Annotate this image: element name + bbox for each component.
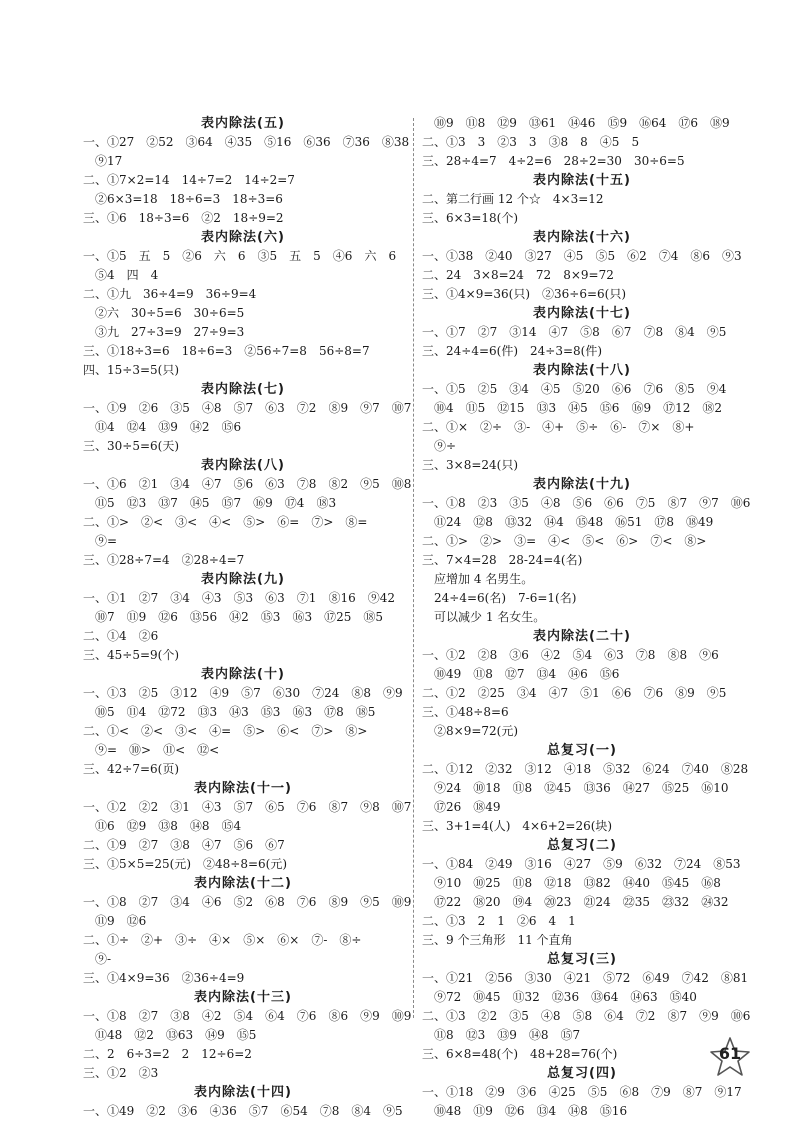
answer-line: ⑩5 ⑪4 ⑫72 ⑬3 ⑭3 ⑮3 ⑯3 ⑰8 ⑱5 [83, 705, 376, 719]
answer-section [422, 304, 742, 361]
answer-section [83, 456, 412, 570]
answer-section [83, 380, 412, 456]
answer-line: 三、①6 18÷3=6 ②2 18÷9=2 [83, 211, 284, 225]
answer-line: 一、①21 ②56 ③30 ④21 ⑤72 ⑥49 ⑦42 ⑧81 [422, 971, 749, 985]
answer-line: 二、①9 ②7 ③8 ④7 ⑤6 ⑥7 [83, 838, 285, 852]
column-divider [413, 118, 414, 1018]
answer-line: ⑪24 ⑫8 ⑬32 ⑭4 ⑮48 ⑯51 ⑰8 ⑱49 [422, 515, 714, 529]
answer-line: 一、①49 ②2 ③6 ④36 ⑤7 ⑥54 ⑦8 ⑧4 ⑨5 [83, 1104, 403, 1118]
right-column [422, 114, 751, 1121]
answer-section [83, 1083, 403, 1121]
section-title: 表内除法(十四) [194, 1085, 292, 1100]
answer-line: ⑤4 四 4 [83, 268, 159, 282]
answer-line: 一、①18 ②9 ③6 ④25 ⑤5 ⑥8 ⑦9 ⑧7 ⑨17 [422, 1085, 742, 1099]
answer-line: 一、①6 ②1 ③4 ④7 ⑤6 ⑥3 ⑦8 ⑧2 ⑨5 ⑩8 [83, 477, 412, 491]
answer-section [422, 171, 742, 228]
answer-line: 三、6×3=18(个) [422, 211, 519, 225]
answer-line: 一、①27 ②52 ③64 ④35 ⑤16 ⑥36 ⑦36 ⑧38 [83, 135, 410, 149]
answer-line: 二、24 3×8=24 72 8×9=72 [422, 268, 614, 282]
answer-line: 三、30÷5=6(天) [83, 439, 180, 453]
answer-line: ⑨10 ⑩25 ⑪8 ⑫18 ⑬82 ⑭40 ⑮45 ⑯8 [422, 876, 721, 890]
answer-line: 三、①48÷8=6 [422, 705, 509, 719]
section-title: 表内除法(十九) [533, 477, 631, 492]
answer-line: ⑩7 ⑪9 ⑫6 ⑬56 ⑭2 ⑮3 ⑯3 ⑰25 ⑱5 [83, 610, 383, 624]
answer-line: ⑨72 ⑩45 ⑪32 ⑫36 ⑬64 ⑭63 ⑮40 [422, 990, 697, 1004]
answer-line: 二、①3 ②2 ③5 ④8 ⑤8 ⑥4 ⑦2 ⑧7 ⑨9 ⑩6 [422, 1009, 751, 1023]
answer-line: 三、①2 ②3 [83, 1066, 159, 1080]
answer-line: 三、6×8=48(个) 48+28=76(个) [422, 1047, 618, 1061]
answer-line: 应增加 4 名男生。 [422, 572, 534, 586]
section-title: 表内除法(十三) [194, 990, 292, 1005]
answer-section [422, 950, 751, 1064]
answer-section [83, 114, 410, 228]
answer-line: 一、①1 ②7 ③4 ④3 ⑤3 ⑥3 ⑦1 ⑧16 ⑨42 [83, 591, 395, 605]
answer-line: ⑪4 ⑫4 ⑬9 ⑭2 ⑮6 [83, 420, 242, 434]
section-title: 总复习(一) [547, 743, 617, 758]
page-number: 61 [718, 1044, 742, 1063]
answer-line: ②6×3=18 18÷6=3 18÷3=6 [83, 192, 283, 206]
answer-line: 二、①< ②< ③< ④= ⑤> ⑥< ⑦> ⑧> [83, 724, 368, 738]
answer-line: 二、①3 3 ②3 3 ③8 8 ④5 5 [422, 135, 640, 149]
answer-line: 三、3+1=4(人) 4×6+2=26(块) [422, 819, 613, 833]
answer-line: ⑨- [83, 952, 112, 966]
answer-section [83, 988, 412, 1083]
answer-line: 三、9 个三角形 11 个直角 [422, 933, 573, 947]
answer-line: ⑰26 ⑱49 [422, 800, 501, 814]
answer-section [83, 874, 412, 988]
answer-line: 一、①8 ②3 ③5 ④8 ⑤6 ⑥6 ⑦5 ⑧7 ⑨7 ⑩6 [422, 496, 751, 510]
answer-line: ⑨÷ [422, 439, 457, 453]
answer-section [422, 741, 749, 836]
answer-section [83, 570, 403, 665]
answer-line: ⑪5 ⑫3 ⑬7 ⑭5 ⑮7 ⑯9 ⑰4 ⑱3 [83, 496, 337, 510]
answer-line: 二、①÷ ②+ ③÷ ④× ⑤× ⑥× ⑦- ⑧÷ [83, 933, 362, 947]
section-title: 表内除法(十六) [533, 230, 631, 245]
answer-line: 一、①5 ②5 ③4 ④5 ⑤20 ⑥6 ⑦6 ⑧5 ⑨4 [422, 382, 727, 396]
answer-line: ⑪48 ⑫2 ⑬63 ⑭9 ⑮5 [83, 1028, 257, 1042]
answer-line: 三、24÷4=6(件) 24÷3=8(件) [422, 344, 603, 358]
answer-line: 一、①7 ②7 ③14 ④7 ⑤8 ⑥7 ⑦8 ⑧4 ⑨5 [422, 325, 727, 339]
page-number-badge [708, 1036, 752, 1080]
answer-line: 二、①> ②> ③= ④< ⑤< ⑥> ⑦< ⑧> [422, 534, 707, 548]
answer-line: ③九 27÷3=9 27÷9=3 [83, 325, 245, 339]
section-title: 表内除法(十八) [533, 363, 631, 378]
answer-line: 可以减少 1 名女生。 [422, 610, 546, 624]
section-title: 表内除法(九) [201, 572, 285, 587]
answer-line: ⑪6 ⑫9 ⑬8 ⑭8 ⑮4 [83, 819, 242, 833]
answer-line: ⑩48 ⑪9 ⑫6 ⑬4 ⑭8 ⑮16 [422, 1104, 628, 1118]
answer-line: ⑪9 ⑫6 [83, 914, 147, 928]
section-title: 表内除法(十一) [194, 781, 292, 796]
answer-section [422, 475, 751, 627]
answer-line: 三、45÷5=9(个) [83, 648, 180, 662]
answer-line: 三、①4×9=36 ②36÷4=9 [83, 971, 245, 985]
section-title: 表内除法(七) [201, 382, 285, 397]
continued-section [422, 114, 742, 171]
section-title: 表内除法(八) [201, 458, 285, 473]
answer-section [422, 361, 742, 475]
section-title: 总复习(四) [547, 1066, 617, 1081]
answer-line: 一、①38 ②40 ③27 ④5 ⑤5 ⑥2 ⑦4 ⑧6 ⑨3 [422, 249, 742, 263]
answer-section [83, 228, 403, 380]
left-column [83, 114, 412, 1121]
section-title: 总复习(三) [547, 952, 617, 967]
answer-line: 二、①> ②< ③< ④< ⑤> ⑥= ⑦> ⑧= [83, 515, 368, 529]
answer-line: 一、①8 ②7 ③4 ④6 ⑤2 ⑥8 ⑦6 ⑧9 ⑨5 ⑩9 [83, 895, 412, 909]
answer-line: 二、①九 36÷4=9 36÷9=4 [83, 287, 257, 301]
answer-line: 二、第二行画 12 个☆ 4×3=12 [422, 192, 604, 206]
answer-line: 二、①2 ②25 ③4 ④7 ⑤1 ⑥6 ⑦6 ⑧9 ⑨5 [422, 686, 727, 700]
answer-line: 三、①4×9=36(只) ②36÷6=6(只) [422, 287, 627, 301]
answer-line: 三、42÷7=6(页) [83, 762, 180, 776]
answer-line: 二、①4 ②6 [83, 629, 159, 643]
answer-line: 二、①7×2=14 14÷7=2 14÷2=7 [83, 173, 295, 187]
answer-line: 三、7×4=28 28-24=4(名) [422, 553, 583, 567]
answer-line: ②8×9=72(元) [422, 724, 519, 738]
answer-line: 一、①2 ②2 ③1 ④3 ⑤7 ⑥5 ⑦6 ⑧7 ⑨8 ⑩7 [83, 800, 412, 814]
answer-line: 三、①28÷7=4 ②28÷4=7 [83, 553, 245, 567]
answer-section [83, 779, 412, 874]
answer-line: ⑨17 [83, 154, 123, 168]
section-title: 表内除法(五) [201, 116, 285, 131]
answer-line: 三、①5×5=25(元) ②48÷8=6(元) [83, 857, 288, 871]
answer-section [422, 228, 742, 304]
answer-line: ⑨= ⑩> ⑪< ⑫< [83, 743, 220, 757]
answer-line: ⑰22 ⑱20 ⑲4 ⑳23 ㉑24 ㉒35 ㉓32 ㉔32 [422, 895, 729, 909]
section-title: 表内除法(十) [201, 667, 285, 682]
answer-line: 一、①3 ②5 ③12 ④9 ⑤7 ⑥30 ⑦24 ⑧8 ⑨9 [83, 686, 403, 700]
answer-line: ⑩49 ⑪8 ⑫7 ⑬4 ⑭6 ⑮6 [422, 667, 620, 681]
answer-line: 四、15÷3=5(只) [83, 363, 180, 377]
answer-line: ⑪8 ⑫3 ⑬9 ⑭8 ⑮7 [422, 1028, 581, 1042]
answer-line: 二、①12 ②32 ③12 ④18 ⑤32 ⑥24 ⑦40 ⑧28 [422, 762, 749, 776]
answer-section [422, 836, 742, 950]
section-title: 表内除法(十五) [533, 173, 631, 188]
section-title: 表内除法(六) [201, 230, 285, 245]
section-title: 表内除法(十二) [194, 876, 292, 891]
answer-line: 三、3×8=24(只) [422, 458, 519, 472]
answer-line: 二、①3 2 1 ②6 4 1 [422, 914, 576, 928]
section-title: 表内除法(十七) [533, 306, 631, 321]
answer-line: ②六 30÷5=6 30÷6=5 [83, 306, 245, 320]
answer-line: 一、①5 五 5 ②6 六 6 ③5 五 5 ④6 六 6 [83, 249, 397, 263]
section-title: 表内除法(二十) [533, 629, 631, 644]
answer-line: ⑨24 ⑩18 ⑪8 ⑫45 ⑬36 ⑭27 ⑮25 ⑯10 [422, 781, 729, 795]
answer-section [422, 627, 742, 741]
answer-line: 一、①8 ②7 ③8 ④2 ⑤4 ⑥4 ⑦6 ⑧6 ⑨9 ⑩9 [83, 1009, 412, 1023]
answer-line: 二、①× ②÷ ③- ④+ ⑤÷ ⑥- ⑦× ⑧+ [422, 420, 695, 434]
answer-line: 一、①84 ②49 ③16 ④27 ⑤9 ⑥32 ⑦24 ⑧53 [422, 857, 741, 871]
answer-line: 一、①9 ②6 ③5 ④8 ⑤7 ⑥3 ⑦2 ⑧9 ⑨7 ⑩7 [83, 401, 412, 415]
answer-line: ⑩9 ⑪8 ⑫9 ⑬61 ⑭46 ⑮9 ⑯64 ⑰6 ⑱9 [422, 116, 730, 130]
answer-line: 一、①2 ②8 ③6 ④2 ⑤4 ⑥3 ⑦8 ⑧8 ⑨6 [422, 648, 719, 662]
answer-line: 三、①18÷3=6 18÷6=3 ②56÷7=8 56÷8=7 [83, 344, 370, 358]
answer-line: ⑩4 ⑪5 ⑫15 ⑬3 ⑭5 ⑮6 ⑯9 ⑰12 ⑱2 [422, 401, 722, 415]
answer-line: 三、28÷4=7 4÷2=6 28÷2=30 30÷6=5 [422, 154, 685, 168]
answer-line: 24÷4=6(名) 7-6=1(名) [422, 591, 577, 605]
answer-section [83, 665, 403, 779]
answer-line: 二、2 6÷3=2 2 12÷6=2 [83, 1047, 252, 1061]
section-title: 总复习(二) [547, 838, 617, 853]
answer-line: ⑨= [83, 534, 118, 548]
